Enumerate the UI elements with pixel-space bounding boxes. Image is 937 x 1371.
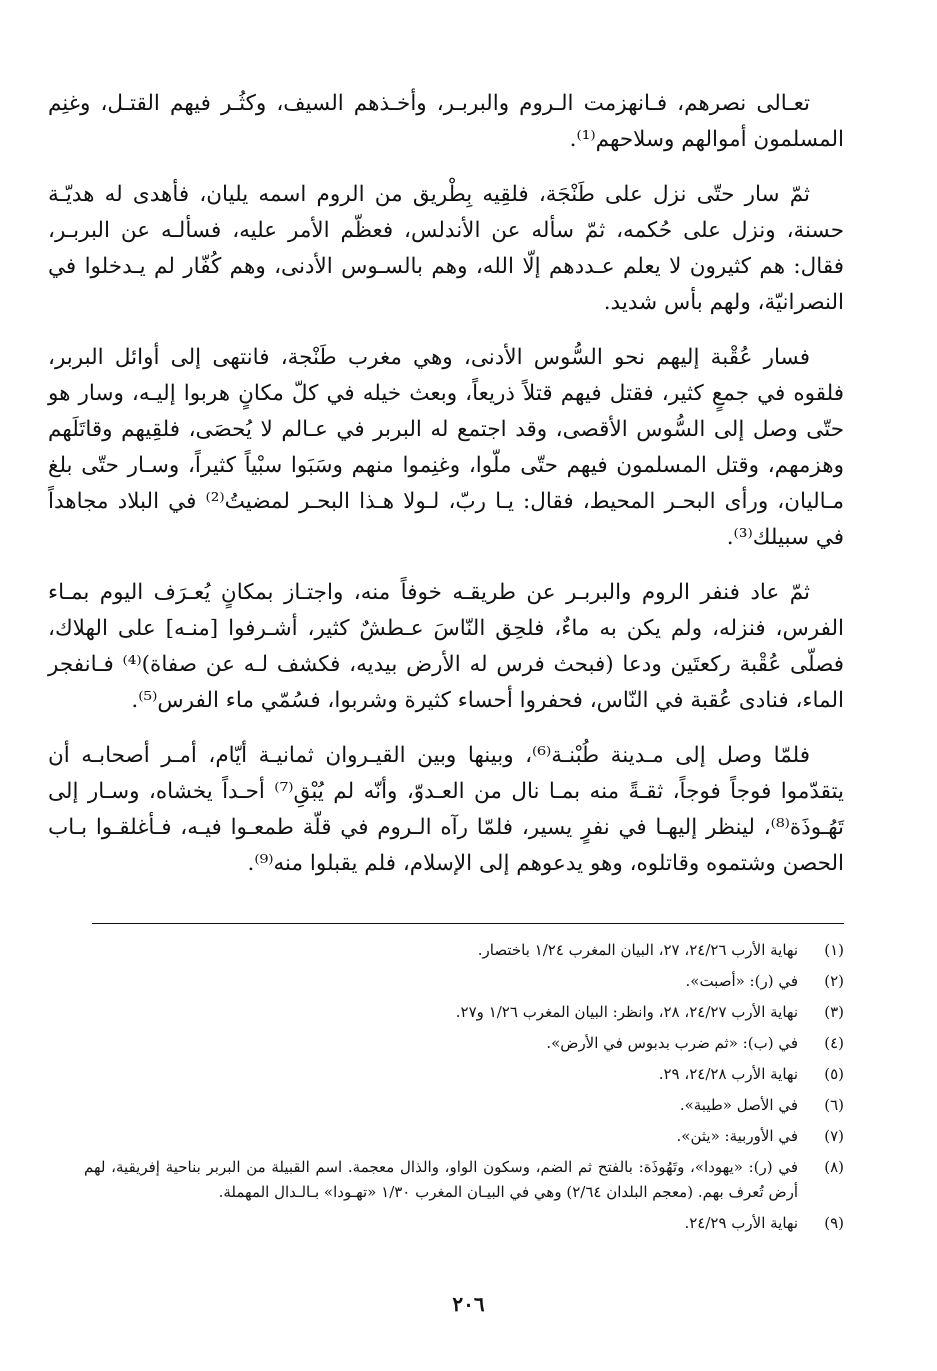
footnote-text: نهاية الأرب ٢٤/٢٩. <box>684 1214 798 1232</box>
footnote-text: في (ر): «يهودا»، وتَهُوذَة: بالفتح ثم الضم، وسكون الواو، والذال معجمة. اسم القبيلة من البربر بناحية إفريقية، لهم أرض تُعرف بهم. (معجم البلدان ٢/٦٤) وهي في البيـان المغرب ١/٣٠ «تهـودا» بـالـدال المهملة. <box>84 1158 798 1201</box>
page-content <box>48 86 844 901</box>
paragraph-4: ثمّ عاد فنفر الروم والبربـر عن طريقـه خوفاً منه، واجتـاز بمكانٍ يُعـرَف اليوم بمـاء الفرس، فنزله، ولم يكن به ماءٌ، فلحِق النّاسَ عـطشٌ كثير، أشـرفوا [منـه] على الهلاك، فصلّى عُقْبة ركعتَين ودعا (فبحث فرس له الأرض بيديه، فكشف لـه عن صفاة)⁽⁴⁾ فـانفجر الماء، فنادى عُقبة في النّاس، فحفروا أحساء كثيرة وشربوا، فسُمّي ماء الفرس⁽⁵⁾. <box>48 580 844 713</box>
footnote-number: (٥) <box>824 1065 844 1083</box>
footnote-5 <box>84 1062 844 1087</box>
footnote-7 <box>84 1124 844 1149</box>
footnote-divider <box>92 923 844 924</box>
footnote-2 <box>84 969 844 994</box>
footnote-3 <box>84 1000 844 1025</box>
footnote-number: (٢) <box>824 972 844 990</box>
page-number: ٢٠٦ <box>452 1292 485 1316</box>
footnote-9 <box>84 1211 844 1236</box>
footnote-number: (٨) <box>824 1158 844 1176</box>
footnote-number: (٦) <box>824 1096 844 1114</box>
footnote-text: نهاية الأرب ٢٤/٢٦، ٢٧، البيان المغرب ١/٢٤ باختصار. <box>477 941 798 959</box>
paragraph-5: فلمّا وصل إلى مـدينة طُبْنـة⁽⁶⁾، وبينها وبين القيـروان ثمانيـة أيّام، أمـر أصحابـه أن يتقدّموا فوجاً فوجاً، ثقـةً منه بمـا نال من العـدوّ، وأنّه لم يُبْقِ⁽⁷⁾ أحـداً يخشاه، وسـار إلى تَهُـوذَة⁽⁸⁾، لينظر إليهـا في نفرٍ يسير، فلمّا رآه الـروم في قلّة طمعـوا فيـه، فـأغلقـوا بـاب الحصن وشتموه وقاتلوه، وهو يدعوهم إلى الإسلام، فلم يقبلوا منه⁽⁹⁾. <box>48 743 845 876</box>
paragraph-3: فسار عُقْبة إليهم نحو السُّوس الأدنى، وهي مغرب طَنْجة، فانتهى إلى أوائل البربر، فلقوه في جمعٍ كثير، فقتل فيهم قتلاً ذريعاً، وبعث خيله في كلّ مكانٍ هربوا إليـه، وسار هو حتّى وصل إلى السُّوس الأقصى، وقد اجتمع له البربر في عـالم لا يُحصَى، فلقِيهم وقاتَلَهم وهزمهم، وقتل المسلمون فيهم حتّى ملّوا، وغنِموا منهم وسَبَوا سبْياً كثيراً، وسـار حتّى بلغ مـاليان، ورأى البحـر المحيط، فقال: يـا ربّ، لـولا هـذا البحـر لمضيتُ⁽²⁾ في البلاد مجاهداً في سبيلك⁽³⁾. <box>48 345 844 550</box>
footnote-text: نهاية الأرب ٢٤/٢٨، ٢٩. <box>658 1065 798 1083</box>
footnote-text: نهاية الأرب ٢٤/٢٧، ٢٨، وانظر: البيان المغرب ١/٢٦ و٢٧. <box>455 1003 798 1021</box>
footnote-text: في الأوربية: «يثن». <box>676 1127 798 1145</box>
footnote-text: في (ر): «أصبت». <box>685 972 798 990</box>
footnote-number: (١) <box>824 941 844 959</box>
paragraph-2: ثمّ سار حتّى نزل على طَنْجَة، فلقِيه بِطْريق من الروم اسمه يليان، فأهدى له هديّـة حسنة، ونزل على حُكمه، ثمّ سأله عن الأندلس، فعظّم الأمر عليه، فسألـه عن البربـر، فقال: هم كثيرون لا يعلم عـددهم إلّا الله، وهم بالسـوس الأدنى، وهم كُفّار لم يـدخلوا في النصرانيّة، ولهم بأس شديد. <box>48 182 844 315</box>
footnote-text: في الأصل «طيبة». <box>679 1096 798 1114</box>
footnote-number: (٣) <box>824 1003 844 1021</box>
footnote-text: في (ب): «ثم ضرب بدبوس في الأرض». <box>546 1034 798 1052</box>
footnote-number: (٤) <box>824 1034 844 1052</box>
footnote-number: (٩) <box>824 1214 844 1232</box>
footnotes <box>84 938 844 1242</box>
paragraph-1: تعـالى نصرهم، فـانهزمت الـروم والبربـر، وأخـذهم السيف، وكثُـر فيهم القتـل، وغنِم المسلمون أموالهم وسلاحهم⁽¹⁾. <box>48 91 844 152</box>
footnote-number: (٧) <box>824 1127 844 1145</box>
footnote-4 <box>84 1031 844 1056</box>
footnote-6 <box>84 1093 844 1118</box>
footnote-8 <box>84 1155 844 1205</box>
footnote-1 <box>84 938 844 963</box>
body-text <box>48 86 844 882</box>
